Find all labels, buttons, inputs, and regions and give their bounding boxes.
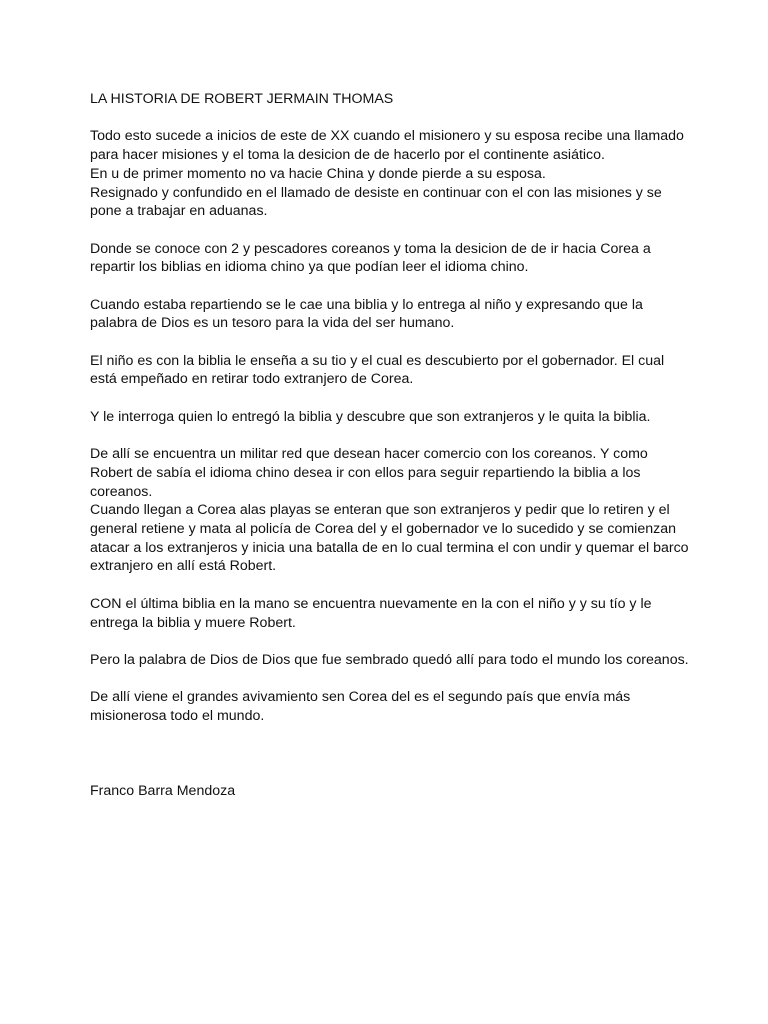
paragraph-10: CON el última biblia en la mano se encuentra nuevamente en la con el niño y y su tío y le entrega la biblia y muere Robert. — [90, 595, 652, 631]
document-title: LA HISTORIA DE ROBERT JERMAIN THOMAS — [90, 91, 394, 107]
signature: Franco Barra Mendoza — [90, 782, 236, 799]
paragraph-9: Cuando llegan a Corea alas playas se enteran que son extranjeros y pedir que lo retiren y el general retiene y mata al policía de Corea del y el gobernador ve lo sucedido y se comienzan atacar a los extranjeros y inicia una batalla de en lo cual termina el con undir y quemar el barco extranjero en allí está Robert. — [90, 502, 689, 575]
paragraph-7: Y le interroga quien lo entregó la biblia y descubre que son extranjeros y le quita la biblia. — [90, 408, 651, 425]
paragraph-11: Pero la palabra de Dios de Dios que fue sembrado quedó allí para todo el mundo los coreanos. — [90, 651, 689, 668]
paragraph-4: Donde se conoce con 2 y pescadores coreanos y toma la desicion de de ir hacia Corea a repartir los biblias en idioma chino ya que podían leer el idioma chino. — [90, 240, 651, 276]
paragraph-3: Resignado y confundido en el llamado de desiste en continuar con el con las misiones y se pone a trabajar en aduanas. — [90, 184, 662, 220]
paragraph-5: Cuando estaba repartiendo se le cae una biblia y lo entrega al niño y expresando que la palabra de Dios es un tesoro para la vida del ser humano. — [90, 296, 643, 332]
paragraph-2: En u de primer momento no va hacie China y donde pierde a su esposa. — [90, 165, 546, 182]
paragraph-12: De allí viene el grandes avivamiento sen Corea del es el segundo país que envía más misionerosa todo el mundo. — [90, 689, 631, 725]
paragraph-1: Todo esto sucede a inicios de este de XX cuando el misionero y su esposa recibe una llamado para hacer misiones y el toma la desicion de de hacerlo por el continente asiático. — [90, 128, 684, 164]
paragraph-8: De allí se encuentra un militar red que desean hacer comercio con los coreanos. Y como Robert de sabía el idioma chino desea ir con ellos para seguir repartiendo la biblia a los coreanos. — [90, 446, 648, 500]
document-body — [90, 90, 690, 819]
paragraph-6: El niño es con la biblia le enseña a su tio y el cual es descubierto por el gobernador. El cual está empeñado en retirar todo extranjero de Corea. — [90, 352, 665, 388]
